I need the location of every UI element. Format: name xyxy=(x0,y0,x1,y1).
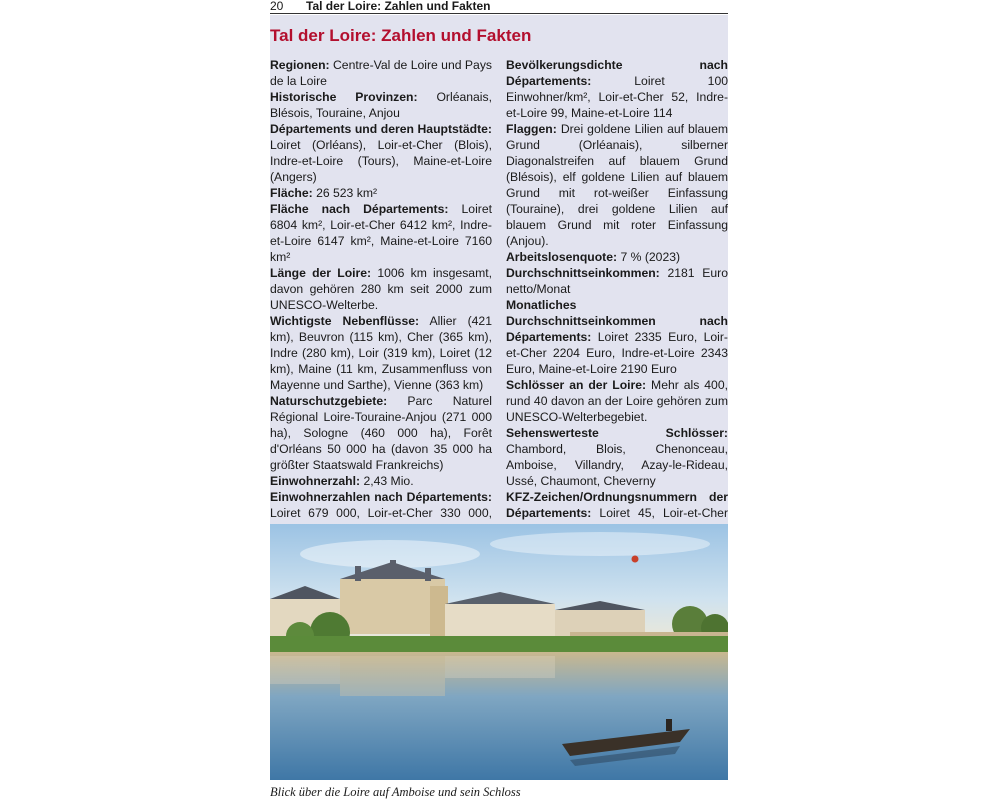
photo-caption: Blick über die Loire auf Amboise und sein Schloss xyxy=(270,785,521,799)
fact-label: Bevölkerungsdichte nach Départements: xyxy=(506,58,728,88)
fact-label: Sehenswerteste Schlösser: xyxy=(506,426,728,440)
fact-entry xyxy=(270,121,492,185)
fact-text: 26 523 km² xyxy=(316,186,378,200)
fact-label: Länge der Loire: xyxy=(270,266,372,280)
fact-label: KFZ-Zeichen/Ordnungsnummern der Départements: xyxy=(506,490,728,520)
running-header xyxy=(270,0,728,14)
fact-label: Durchschnittseinkommen: xyxy=(506,266,660,280)
fact-label: Wichtigste Nebenflüsse: xyxy=(270,314,420,328)
fact-entry xyxy=(506,297,728,377)
fact-entry xyxy=(506,249,728,265)
page-number: 20 xyxy=(270,0,284,13)
fact-entry xyxy=(270,313,492,393)
fact-entry xyxy=(506,377,728,425)
fact-entry xyxy=(270,89,492,121)
amboise-castle-illustration xyxy=(270,524,728,780)
fact-label: Regionen: xyxy=(270,58,330,72)
fact-entry xyxy=(270,473,492,489)
fact-label: Einwohnerzahl: xyxy=(270,474,361,488)
fact-text: Loiret 100 Einwohner/km², Loir-et-Cher 52, Indre-et-Loire 99, Maine-et-Loire 114 xyxy=(506,74,728,120)
fact-label: Fläche nach Départements: xyxy=(270,202,449,216)
amboise-photo xyxy=(270,524,728,780)
fact-label: Schlösser an der Loire: xyxy=(506,378,647,392)
book-page xyxy=(270,0,728,800)
fact-label: Fläche: xyxy=(270,186,313,200)
fact-text: Mehr als 400, rund 40 davon an der Loire gehören zum UNESCO-Welterbegebiet. xyxy=(506,378,728,424)
running-title: Tal der Loire: Zahlen und Fakten xyxy=(306,0,491,13)
fact-text: Loiret 6804 km², Loir-et-Cher 6412 km², Indre-et-Loire 6147 km², Maine-et-Loire 7160 km² xyxy=(270,202,493,264)
fact-label: Flaggen: xyxy=(506,122,557,136)
fact-entry xyxy=(270,201,492,265)
fact-entry xyxy=(506,121,728,249)
fact-text: Orléanais, Blésois, Touraine, Anjou xyxy=(270,90,492,120)
fact-entry xyxy=(270,185,492,201)
fact-label: Monatliches Durchschnittseinkommen nach Départements: xyxy=(506,298,728,344)
fact-text: Loiret 45, Loir-et-Cher xyxy=(599,506,728,520)
facts-left-column xyxy=(270,57,492,585)
fact-text: 2,43 Mio. xyxy=(363,474,414,488)
fact-label: Départements und deren Hauptstädte: xyxy=(270,122,492,136)
facts-box-title: Tal der Loire: Zahlen und Fakten xyxy=(270,26,532,45)
fact-entry xyxy=(270,265,492,313)
fact-text: Loiret 679 000, Loir-et-Cher 330 000, xyxy=(270,506,492,520)
fact-text: Centre-Val de Loire und Pays de la Loire xyxy=(270,58,493,88)
fact-text: 2181 Euro netto/Monat xyxy=(506,266,728,296)
facts-right-column xyxy=(506,57,728,601)
fact-text: Parc Naturel Régional Loire-Touraine-Anjou (271 000 ha), Sologne (460 000 ha), Forêt d'Orléans 50 000 ha (davon 35 000 ha größter Staatswald Frankreichs) xyxy=(270,394,492,472)
fact-label: Einwohnerzahlen nach Départements: xyxy=(270,490,492,504)
fact-text: Chambord, Blois, Chenonceau, Amboise, Villandry, Azay-le-Rideau, Ussé, Chaumont, Cheverny xyxy=(506,442,728,488)
fact-label: Historische Provinzen: xyxy=(270,90,418,104)
fact-text: Loiret (Orléans), Loir-et-Cher (Blois), Indre-et-Loire (Tours), Maine-et-Loire (Angers) xyxy=(270,138,492,184)
fact-text: 7 % (2023) xyxy=(620,250,681,264)
fact-entry xyxy=(506,57,728,121)
fact-entry xyxy=(506,265,728,297)
fact-entry xyxy=(270,57,492,89)
fact-text: Drei goldene Lilien auf blauem Grund (Orléanais), silberner Diagonalstreifen auf blauem Grund (Blésois), elf goldene Lilien auf blauem Grund mit rot-weißer Einfassung (Touraine), drei goldene Lilien auf blauem Grund mit roter Einfassung (Anjou). xyxy=(506,122,729,248)
fact-label: Arbeitslosenquote: xyxy=(506,250,618,264)
fact-text: Loiret 2335 Euro, Loir-et-Cher 2204 Euro, Indre-et-Loire 2343 Euro, Maine-et-Loire 2190 Euro xyxy=(506,330,728,376)
fact-text: Allier (421 km), Beuvron (115 km), Cher (365 km), Indre (280 km), Loir (319 km), Loiret (12 km), Maine (11 km, Zusammenfluss von Mayenne und Sarthe), Vienne (363 km) xyxy=(270,314,492,392)
fact-label: Naturschutzgebiete: xyxy=(270,394,388,408)
fact-entry xyxy=(270,393,492,473)
fact-entry xyxy=(506,425,728,489)
fact-text: 1006 km insgesamt, davon gehören 280 km seit 2000 zum UNESCO-Welterbe. xyxy=(270,266,492,312)
